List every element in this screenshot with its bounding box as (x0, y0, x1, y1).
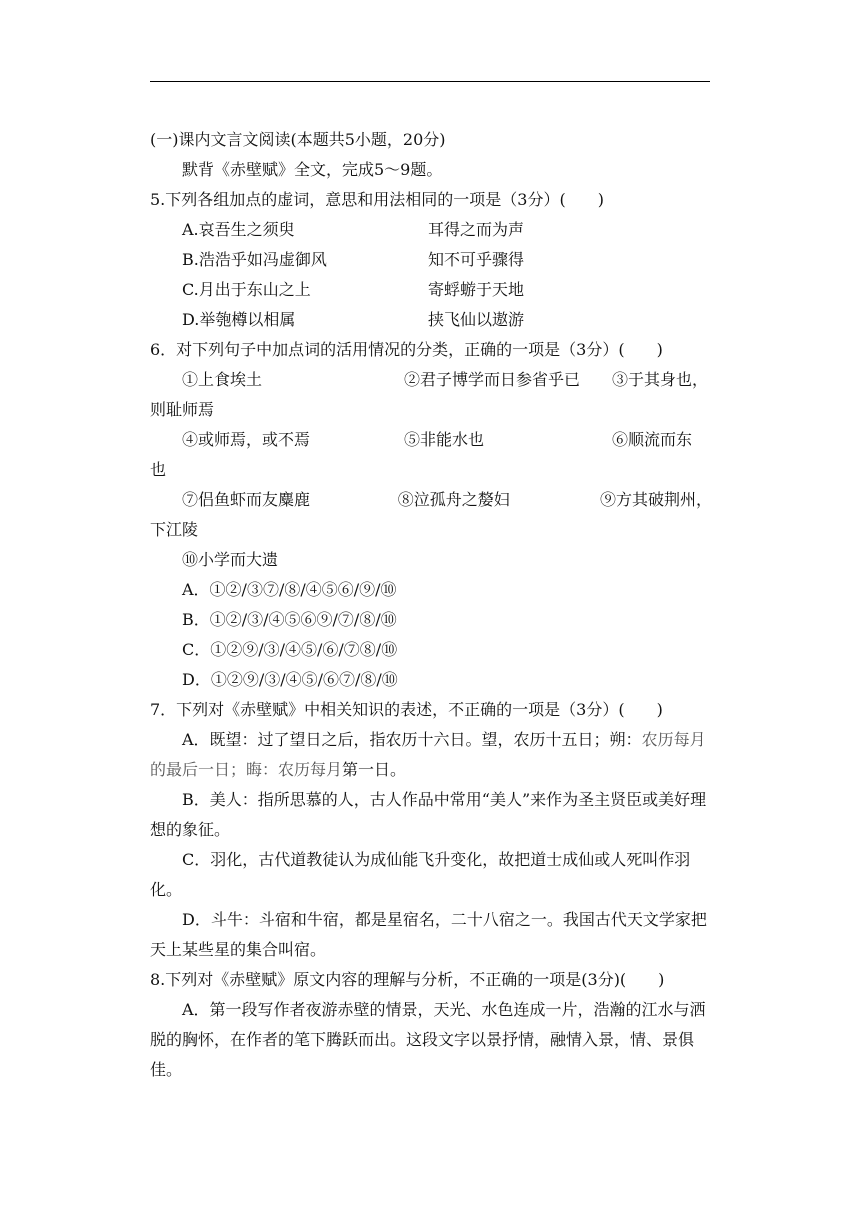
q5-option-d (150, 305, 712, 335)
q6-sentence-3-continued: 则耻师焉 (150, 400, 215, 419)
q8-option-a: A．第一段写作者夜游赤壁的情景，天光、水色连成一片，浩瀚的江水与洒脱的胸怀，在作者的笔下腾跃而出。这段文字以景抒情，融情入景，情、景俱佳。 (150, 1000, 706, 1079)
q7-option-a (150, 725, 712, 785)
q6-sentence-1: ①上食埃土 (182, 370, 263, 389)
q6-sentence-row-3 (150, 485, 712, 515)
q7-option-d: D．斗牛：斗宿和牛宿，都是星宿名，二十八宿之一。我国古代天文学家把天上某些星的集合叫宿。 (150, 910, 707, 959)
q5-option-a-left: A.哀吾生之须臾 (182, 220, 295, 239)
q6-sentence-row-1 (150, 365, 712, 395)
q6-option-c: C．①②⑨/③/④⑤/⑥/⑦⑧/⑩ (182, 640, 398, 659)
q6-sentence-7: ⑦侣鱼虾而友麋鹿 (182, 490, 311, 509)
q5-option-b (150, 245, 712, 275)
document-body (150, 125, 712, 1085)
q5-option-a-right: 耳得之而为声 (428, 220, 525, 239)
q5-option-a (150, 215, 712, 245)
q6-stem: 6．对下列句子中加点词的活用情况的分类，正确的一项是（3分）( ) (150, 340, 663, 359)
q6-sentence-9: ⑨方其破荆州， (599, 490, 712, 509)
q5-option-b-left: B.浩浩乎如冯虚御风 (182, 250, 327, 269)
q8-stem: 8.下列对《赤壁赋》原文内容的理解与分析，不正确的一项是(3分)( ) (150, 970, 665, 989)
q7-option-c: C．羽化，古代道教徒认为成仙能飞升变化，故把道士成仙或人死叫作羽化。 (150, 850, 691, 899)
q5-option-d-left: D.举匏樽以相属 (182, 310, 296, 329)
q7-option-a-text: A．既望：过了望日之后，指农历十六日。望，农历十五日；朔： (182, 730, 642, 749)
q5-option-c-right: 寄蜉蝣于天地 (428, 280, 525, 299)
q7-option-a-gray-text: 农历每月的最后一日；晦：农历每月 (150, 730, 706, 779)
section-title: (一)课内文言文阅读(本题共5小题，20分) (150, 130, 446, 149)
q6-sentence-8: ⑧泣孤舟之嫠妇 (397, 490, 510, 509)
q6-sentence-10: ⑩小学而大遗 (182, 550, 279, 569)
q6-sentence-6: ⑥顺流而东 (612, 430, 693, 449)
q5-option-c (150, 275, 712, 305)
q6-sentence-4: ④或师焉，或不焉 (182, 430, 311, 449)
q6-sentence-3: ③于其身也， (612, 370, 709, 389)
q6-sentence-2: ②君子博学而日参省乎已 (404, 370, 581, 389)
q5-stem: 5.下列各组加点的虚词，意思和用法相同的一项是（3分）( ) (150, 190, 604, 209)
q6-sentence-6-continued: 也 (150, 460, 167, 479)
header-rule (150, 81, 710, 82)
q5-option-c-left: C.月出于东山之上 (182, 280, 311, 299)
q6-option-a: A．①②/③⑦/⑧/④⑤⑥/⑨/⑩ (182, 580, 397, 599)
q7-stem: 7．下列对《赤壁赋》中相关知识的表述，不正确的一项是（3分）( ) (150, 700, 663, 719)
q7-option-b: B．美人：指所思慕的人，古人作品中常用“美人”来作为圣主贤臣或美好理想的象征。 (150, 790, 707, 839)
q6-sentence-9-continued: 下江陵 (150, 520, 199, 539)
q6-option-b: B．①②/③/④⑤⑥⑨/⑦/⑧/⑩ (182, 610, 397, 629)
q6-option-d: D．①②⑨/③/④⑤/⑥⑦/⑧/⑩ (182, 670, 398, 689)
q5-option-b-right: 知不可乎骤得 (428, 250, 525, 269)
section-instruction: 默背《赤壁赋》全文，完成5～9题。 (182, 160, 443, 179)
q7-option-a-tail: 第一日。 (342, 760, 407, 779)
q6-sentence-row-2 (150, 425, 712, 455)
q5-option-d-right: 挟飞仙以遨游 (428, 310, 525, 329)
q6-sentence-5: ⑤非能水也 (404, 430, 485, 449)
